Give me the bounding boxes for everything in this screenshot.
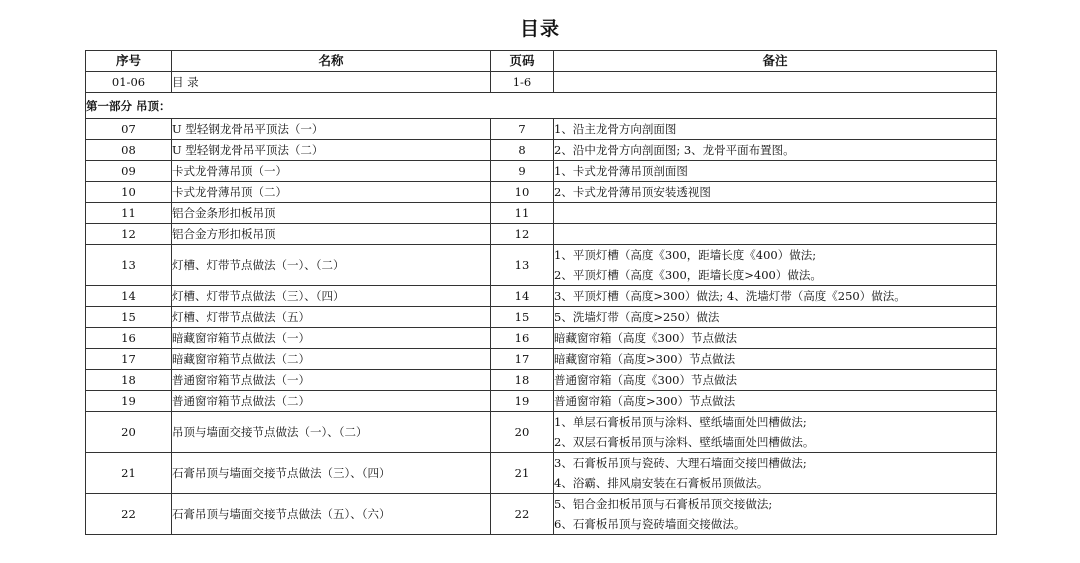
row-no: 10 [86,182,172,203]
row-note [554,119,997,140]
row-note [554,412,997,453]
table-row [86,328,997,349]
table-row [86,453,997,494]
note-line: 5、铝合金扣板吊顶与石膏板吊顶交接做法; [554,497,773,511]
row-name: 灯槽、灯带节点做法（三）、（四） [172,286,491,307]
row-no: 09 [86,161,172,182]
table-row [86,370,997,391]
row-page: 7 [491,119,554,140]
row-page: 8 [491,140,554,161]
contents-table [85,50,997,535]
note-line: 2、双层石膏板吊顶与涂料、壁纸墙面处凹槽做法。 [554,435,815,449]
header-note: 备注 [554,51,997,72]
row-no: 17 [86,349,172,370]
table-row [86,119,997,140]
note-line: 3、平顶灯槽（高度>300）做法; 4、洗墙灯带（高度《250）做法。 [554,289,906,303]
row-page: 19 [491,391,554,412]
row-page: 12 [491,224,554,245]
row-note [554,328,997,349]
row-no: 07 [86,119,172,140]
row-page: 16 [491,328,554,349]
row-no: 15 [86,307,172,328]
row-name: 吊顶与墙面交接节点做法（一）、（二） [172,412,491,453]
note-line: 2、平顶灯槽（高度《300，距墙长度>400）做法。 [554,268,822,282]
row-note [554,370,997,391]
row-note [554,161,997,182]
row-page: 18 [491,370,554,391]
row-note [554,391,997,412]
row-name: 暗藏窗帘箱节点做法（二） [172,349,491,370]
table-row [86,412,997,453]
note-line: 1、单层石膏板吊顶与涂料、壁纸墙面处凹槽做法; [554,415,807,429]
row-name: 石膏吊顶与墙面交接节点做法（五）、（六） [172,494,491,535]
table-row [86,182,997,203]
row-name: 灯槽、灯带节点做法（一）、（二） [172,245,491,286]
row-note [554,349,997,370]
row-page: 13 [491,245,554,286]
note-line: 5、洗墙灯带（高度>250）做法 [554,310,720,324]
row-no: 18 [86,370,172,391]
row-note [554,245,997,286]
table-row [86,203,997,224]
table-row [86,161,997,182]
note-line: 1、沿主龙骨方向剖面图 [554,122,677,136]
row-name: 铝合金条形扣板吊顶 [172,203,491,224]
header-row [86,51,997,72]
table-row [86,140,997,161]
row-name: 卡式龙骨薄吊顶（二） [172,182,491,203]
row-note [554,203,997,224]
row-note [554,494,997,535]
note-line: 暗藏窗帘箱（高度《300）节点做法 [554,331,737,345]
row-name: 普通窗帘箱节点做法（一） [172,370,491,391]
table-row [86,494,997,535]
note-line: 2、卡式龙骨薄吊顶安装透视图 [554,185,711,199]
note-line: 暗藏窗帘箱（高度>300）节点做法 [554,352,736,366]
row-page: 14 [491,286,554,307]
table-row [86,72,997,93]
table-row [86,391,997,412]
row-name: 卡式龙骨薄吊顶（一） [172,161,491,182]
row-note [554,182,997,203]
row-note [554,224,997,245]
note-line: 普通窗帘箱（高度《300）节点做法 [554,373,737,387]
row-page: 21 [491,453,554,494]
page-title: 目录 [519,18,560,40]
row-no: 13 [86,245,172,286]
row-no: 12 [86,224,172,245]
section-row [86,93,997,119]
note-line: 1、平顶灯槽（高度《300，距墙长度《400）做法; [554,248,817,262]
note-line: 普通窗帘箱（高度>300）节点做法 [554,394,736,408]
note-line: 4、浴霸、排风扇安装在石膏板吊顶做法。 [554,476,769,490]
row-name: 灯槽、灯带节点做法（五） [172,307,491,328]
header-no: 序号 [86,51,172,72]
row-page: 1-6 [491,72,554,93]
row-page: 22 [491,494,554,535]
row-note [554,307,997,328]
row-no: 22 [86,494,172,535]
row-page: 10 [491,182,554,203]
row-note [554,453,997,494]
row-name: 暗藏窗帘箱节点做法（一） [172,328,491,349]
row-no: 21 [86,453,172,494]
row-note [554,72,997,93]
table-row [86,245,997,286]
note-line: 1、卡式龙骨薄吊顶剖面图 [554,164,688,178]
row-no: 08 [86,140,172,161]
row-name: 普通窗帘箱节点做法（二） [172,391,491,412]
note-line: 3、石膏板吊顶与瓷砖、大理石墙面交接凹槽做法; [554,456,807,470]
table-row [86,349,997,370]
row-page: 17 [491,349,554,370]
header-name: 名称 [172,51,491,72]
row-note [554,286,997,307]
row-no: 19 [86,391,172,412]
row-page: 9 [491,161,554,182]
section-title: 第一部分 吊顶： [86,93,997,119]
row-page: 15 [491,307,554,328]
row-page: 20 [491,412,554,453]
row-name: U 型轻钢龙骨吊平顶法（二） [172,140,491,161]
row-no: 16 [86,328,172,349]
table-row [86,307,997,328]
row-name: 铝合金方形扣板吊顶 [172,224,491,245]
row-page: 11 [491,203,554,224]
note-line: 2、沿中龙骨方向剖面图; 3、龙骨平面布置图。 [554,143,795,157]
row-name: U 型轻钢龙骨吊平顶法（一） [172,119,491,140]
row-name: 石膏吊顶与墙面交接节点做法（三）、（四） [172,453,491,494]
header-page: 页码 [491,51,554,72]
row-no: 01-06 [86,72,172,93]
note-line: 6、石膏板吊顶与瓷砖墙面交接做法。 [554,517,746,531]
row-note [554,140,997,161]
row-name: 目 录 [172,72,491,93]
table-row [86,286,997,307]
row-no: 20 [86,412,172,453]
row-no: 14 [86,286,172,307]
row-no: 11 [86,203,172,224]
table-row [86,224,997,245]
